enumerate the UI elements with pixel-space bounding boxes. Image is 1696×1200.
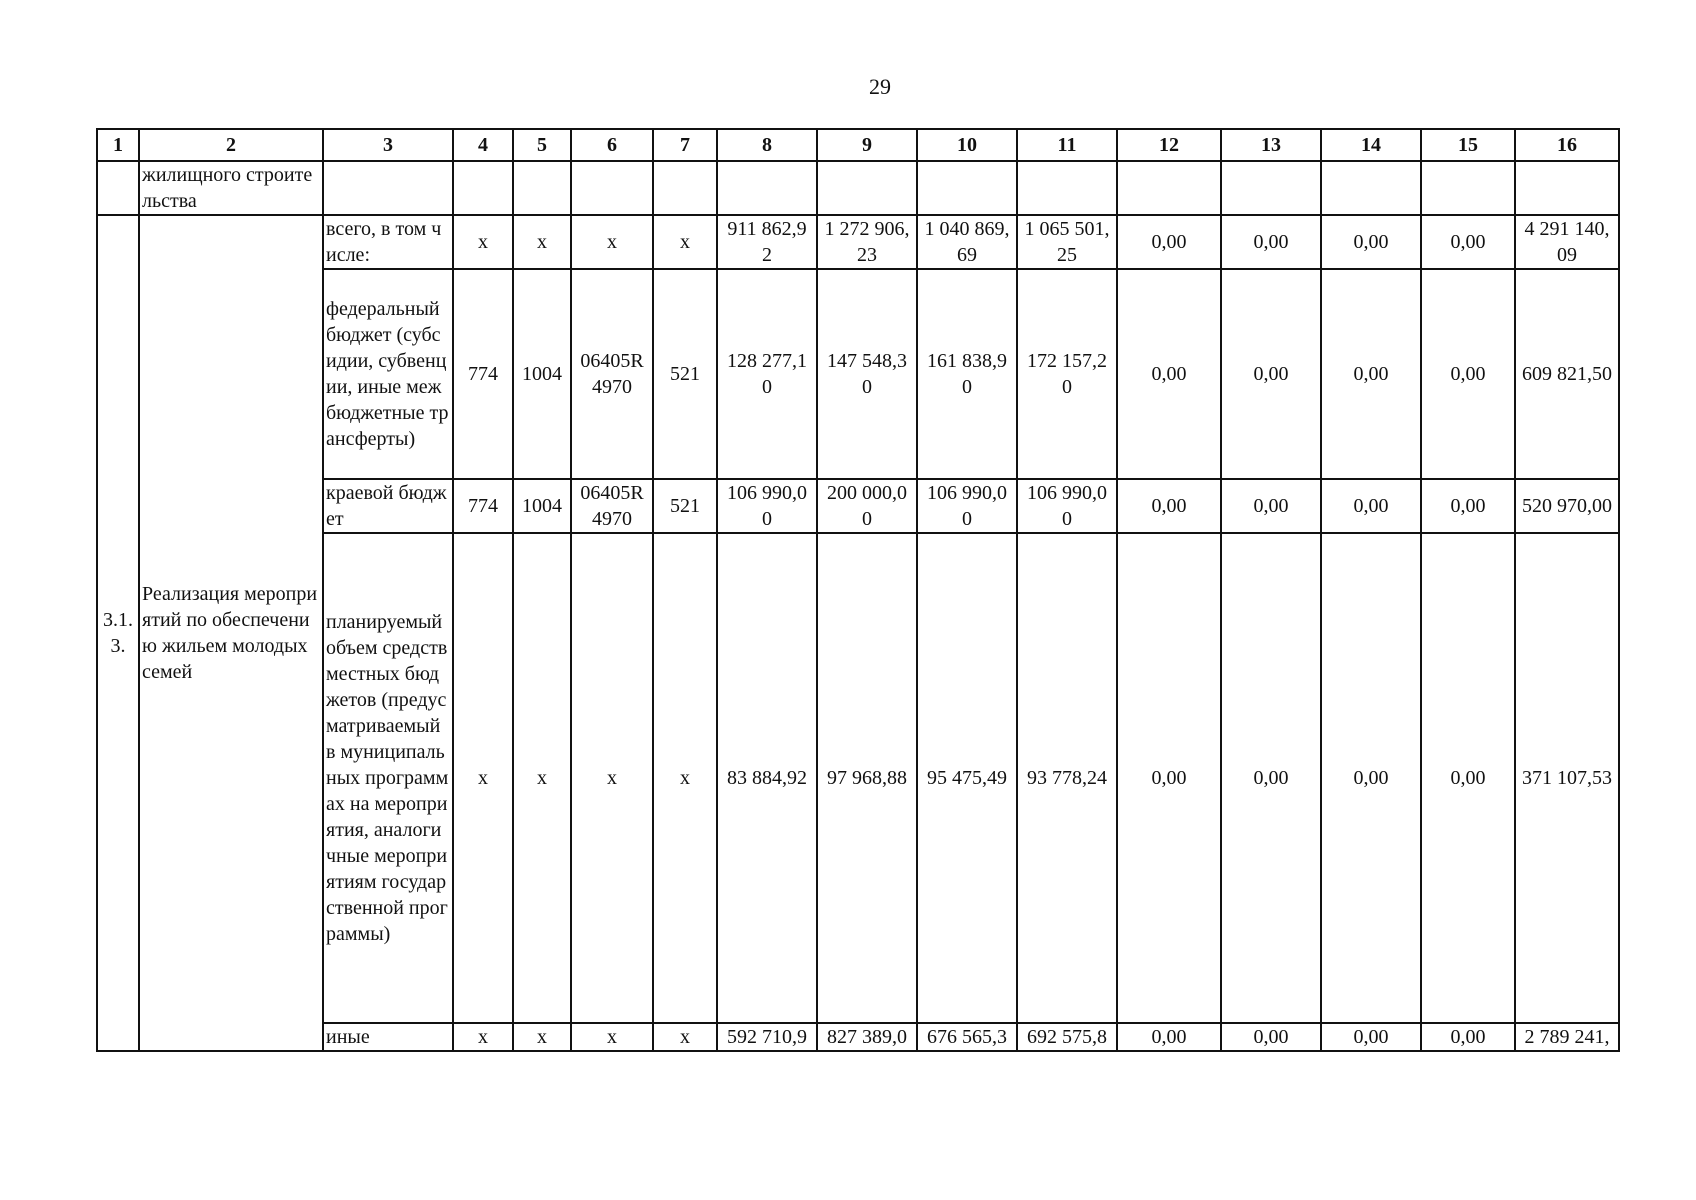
table-cell: 106 990,0 0 bbox=[717, 479, 817, 533]
table-cell: 0,00 bbox=[1221, 269, 1321, 479]
table-cell bbox=[1321, 161, 1421, 215]
table-cell: x bbox=[571, 533, 653, 1023]
header-cell: 7 bbox=[653, 129, 717, 161]
header-cell: 3 bbox=[323, 129, 453, 161]
table-cell: x bbox=[453, 1023, 513, 1051]
section-number: 3.1. 3. bbox=[97, 215, 139, 1051]
table-cell: x bbox=[653, 215, 717, 269]
table-cell bbox=[1421, 161, 1515, 215]
table-cell: 774 bbox=[453, 479, 513, 533]
table-cell bbox=[1117, 161, 1221, 215]
table-cell: 827 389,0 bbox=[817, 1023, 917, 1051]
table-cell: 609 821,50 bbox=[1515, 269, 1619, 479]
header-cell: 4 bbox=[453, 129, 513, 161]
table-cell bbox=[917, 161, 1017, 215]
header-cell: 5 bbox=[513, 129, 571, 161]
table-row bbox=[97, 269, 1619, 479]
table-cell: x bbox=[653, 1023, 717, 1051]
table-cell: 0,00 bbox=[1117, 1023, 1221, 1051]
table-cell: 0,00 bbox=[1221, 1023, 1321, 1051]
funding-source: планируемый объем средств местных бюджетов (предусматриваемый в муниципальных программах на мероприятия, аналогичные мероприятиям государственной программы) bbox=[323, 533, 453, 1023]
section-title: Реализация мероприятий по обеспечению жильем молодых семей bbox=[139, 215, 323, 1051]
header-cell: 16 bbox=[1515, 129, 1619, 161]
table-cell: 06405R 4970 bbox=[571, 269, 653, 479]
table-cell: 521 bbox=[653, 269, 717, 479]
funding-source: краевой бюджет bbox=[323, 479, 453, 533]
table-cell: x bbox=[453, 215, 513, 269]
header-cell: 9 bbox=[817, 129, 917, 161]
header-cell: 11 bbox=[1017, 129, 1117, 161]
table-cell: 93 778,24 bbox=[1017, 533, 1117, 1023]
table-cell: 1 065 501, 25 bbox=[1017, 215, 1117, 269]
table-cell bbox=[97, 161, 139, 215]
table-cell: 0,00 bbox=[1117, 215, 1221, 269]
table-cell: x bbox=[513, 533, 571, 1023]
table-cell bbox=[653, 161, 717, 215]
header-cell: 1 bbox=[97, 129, 139, 161]
table-cell: 592 710,9 bbox=[717, 1023, 817, 1051]
table-row bbox=[97, 215, 1619, 269]
budget-table bbox=[96, 128, 1620, 1052]
table-cell: 161 838,9 0 bbox=[917, 269, 1017, 479]
table-cell: 106 990,0 0 bbox=[917, 479, 1017, 533]
table-cell: 0,00 bbox=[1321, 215, 1421, 269]
table-cell: 0,00 bbox=[1321, 269, 1421, 479]
table-cell: 0,00 bbox=[1221, 479, 1321, 533]
table-cell: 06405R 4970 bbox=[571, 479, 653, 533]
table-cell: 1 272 906, 23 bbox=[817, 215, 917, 269]
table-cell: 911 862,9 2 bbox=[717, 215, 817, 269]
header-cell: 10 bbox=[917, 129, 1017, 161]
table-cell: 172 157,2 0 bbox=[1017, 269, 1117, 479]
table-cell: x bbox=[571, 215, 653, 269]
table-cell: 200 000,0 0 bbox=[817, 479, 917, 533]
table-cell: 2 789 241, bbox=[1515, 1023, 1619, 1051]
header-cell: 8 bbox=[717, 129, 817, 161]
header-row bbox=[97, 129, 1619, 161]
table-cell: 95 475,49 bbox=[917, 533, 1017, 1023]
continuation-row bbox=[97, 161, 1619, 215]
table-cell: 692 575,8 bbox=[1017, 1023, 1117, 1051]
table-cell: 0,00 bbox=[1421, 269, 1515, 479]
table-cell: 0,00 bbox=[1321, 479, 1421, 533]
table-cell: 774 bbox=[453, 269, 513, 479]
table-cell: 0,00 bbox=[1421, 533, 1515, 1023]
table-cell: 0,00 bbox=[1421, 479, 1515, 533]
table-cell bbox=[571, 161, 653, 215]
table-cell: 0,00 bbox=[1321, 533, 1421, 1023]
table-cell: 147 548,3 0 bbox=[817, 269, 917, 479]
table-cell: 0,00 bbox=[1117, 479, 1221, 533]
table-row bbox=[97, 1023, 1619, 1051]
table-cell bbox=[1515, 161, 1619, 215]
header-cell: 13 bbox=[1221, 129, 1321, 161]
table-cell: 0,00 bbox=[1221, 215, 1321, 269]
table-cell: 1004 bbox=[513, 479, 571, 533]
table-cell: x bbox=[571, 1023, 653, 1051]
table-cell: 97 968,88 bbox=[817, 533, 917, 1023]
table-cell bbox=[453, 161, 513, 215]
table-cell: 521 bbox=[653, 479, 717, 533]
table-cell: 128 277,1 0 bbox=[717, 269, 817, 479]
table-cell: 0,00 bbox=[1421, 1023, 1515, 1051]
table-row bbox=[97, 479, 1619, 533]
header-cell: 15 bbox=[1421, 129, 1515, 161]
continuation-text: жилищного строительства bbox=[139, 161, 323, 215]
funding-source: всего, в том числе: bbox=[323, 215, 453, 269]
table-cell: 0,00 bbox=[1421, 215, 1515, 269]
header-cell: 2 bbox=[139, 129, 323, 161]
header-cell: 14 bbox=[1321, 129, 1421, 161]
table-cell: 676 565,3 bbox=[917, 1023, 1017, 1051]
table-cell: 371 107,53 bbox=[1515, 533, 1619, 1023]
table-cell: 0,00 bbox=[1117, 269, 1221, 479]
table-cell: 1004 bbox=[513, 269, 571, 479]
funding-source: федеральный бюджет (субсидии, субвенции, иные межбюджетные трансферты) bbox=[323, 269, 453, 479]
table-cell bbox=[323, 161, 453, 215]
header-cell: 6 bbox=[571, 129, 653, 161]
table-cell: 520 970,00 bbox=[1515, 479, 1619, 533]
table-cell: 0,00 bbox=[1321, 1023, 1421, 1051]
table-row bbox=[97, 533, 1619, 1023]
table-cell: x bbox=[513, 215, 571, 269]
table-cell: x bbox=[453, 533, 513, 1023]
table-cell bbox=[817, 161, 917, 215]
table-cell bbox=[513, 161, 571, 215]
table-cell: 83 884,92 bbox=[717, 533, 817, 1023]
table-cell: 1 040 869, 69 bbox=[917, 215, 1017, 269]
table-cell bbox=[717, 161, 817, 215]
table-cell: 4 291 140, 09 bbox=[1515, 215, 1619, 269]
table-cell: 106 990,0 0 bbox=[1017, 479, 1117, 533]
table-cell: 0,00 bbox=[1221, 533, 1321, 1023]
table-cell: x bbox=[513, 1023, 571, 1051]
table-cell: x bbox=[653, 533, 717, 1023]
header-cell: 12 bbox=[1117, 129, 1221, 161]
table-cell bbox=[1221, 161, 1321, 215]
table-cell bbox=[1017, 161, 1117, 215]
funding-source: иные bbox=[323, 1023, 453, 1051]
page-number: 29 bbox=[869, 74, 891, 99]
table-cell: 0,00 bbox=[1117, 533, 1221, 1023]
